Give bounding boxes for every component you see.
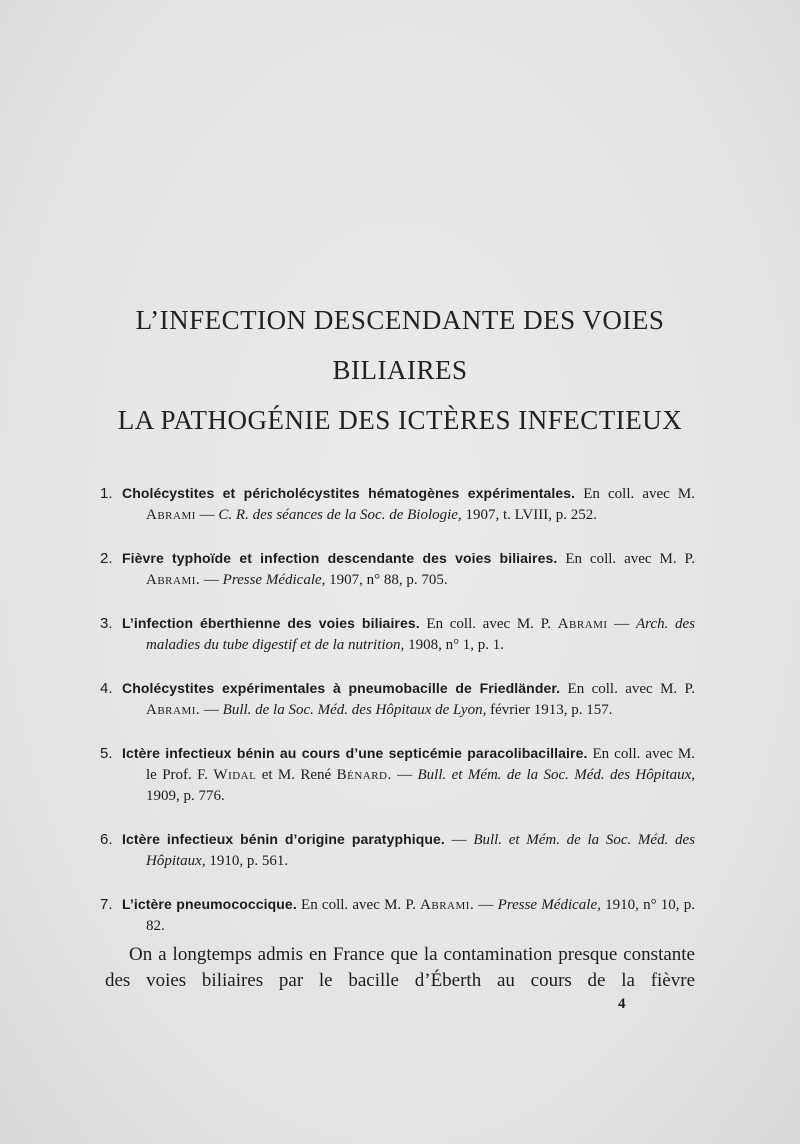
title-line-2: BILIAIRES [332, 355, 468, 385]
reference-author: Abrami. [146, 702, 201, 718]
reference-author: Abrami. [420, 897, 475, 913]
reference-journal: Arch. des maladies du tube digestif et de la nutrition, [146, 616, 695, 653]
reference-tail: 1908, n° 1, p. 1. [404, 637, 505, 653]
reference-title: L’infection éberthienne des voies biliaires. [122, 615, 420, 631]
reference-title: L’ictère pneumococcique. [122, 896, 297, 912]
reference-item-3 [100, 613, 695, 656]
reference-journal: Presse Médicale, [497, 897, 601, 913]
reference-item-1 [100, 483, 695, 526]
reference-number: 2. [100, 550, 113, 567]
reference-author: Widal [213, 767, 257, 783]
reference-text: — [444, 832, 474, 848]
reference-item-6 [100, 829, 695, 872]
reference-tail: 1907, t. LVIII, p. 252. [461, 507, 597, 523]
reference-journal: Bull. et Mém. de la Soc. Méd. des Hôpitaux, [146, 832, 696, 869]
reference-text: — [391, 767, 418, 783]
reference-journal: Bull. de la Soc. Méd. des Hôpitaux de Lyon, [222, 702, 487, 718]
body-paragraph: On a longtemps admis en France que la contamination presque constante des voies biliaires par le bacille d’Éberth au cours de la fièvre [105, 944, 695, 991]
reference-item-5 [100, 743, 695, 807]
reference-tail: 1907, n° 88, p. 705. [325, 572, 448, 588]
reference-title: Ictère infectieux bénin au cours d’une septicémie paracolibacillaire. [122, 745, 588, 761]
reference-author: Abrami [146, 507, 196, 523]
reference-text: En coll. avec M. P. [296, 897, 421, 913]
reference-text: En coll. avec M. P. [419, 616, 558, 632]
reference-title: Fièvre typhoïde et infection descendante des voies biliaires. [122, 550, 558, 566]
reference-number: 7. [100, 896, 113, 913]
reference-title: Cholécystites et péricholécystites hématogènes expérimentales. [122, 485, 576, 501]
reference-number: 4. [100, 680, 113, 697]
title-block [0, 295, 800, 445]
reference-text: — [200, 702, 223, 718]
reference-item-7 [100, 894, 695, 937]
reference-author: Abrami [557, 616, 608, 632]
reference-author-2: Bénard. [336, 767, 392, 783]
reference-text: — [607, 616, 636, 632]
reference-text: En coll. avec M. P. [557, 551, 695, 567]
reference-author: Abrami. [146, 572, 201, 588]
reference-tail: 1910, n° 10, p. 82. [146, 897, 696, 934]
reference-text: — [195, 507, 219, 523]
reference-tail: 1910, p. 561. [205, 853, 289, 869]
reference-number: 3. [100, 615, 113, 632]
reference-number: 1. [100, 485, 113, 502]
page-number: 4 [618, 996, 626, 1012]
reference-journal: C. R. des séances de la Soc. de Biologie, [218, 507, 462, 523]
reference-title: Ictère infectieux bénin d’origine paratyphique. [122, 831, 445, 847]
reference-item-4 [100, 678, 695, 721]
title-line-3: LA PATHOGÉNIE DES ICTÈRES INFECTIEUX [117, 405, 683, 435]
reference-text: En coll. avec M. P. [560, 681, 695, 697]
reference-journal: Presse Médicale, [222, 572, 326, 588]
reference-title: Cholécystites expérimentales à pneumobacille de Friedländer. [122, 680, 561, 696]
reference-text: et M. René [256, 767, 337, 783]
reference-journal: Bull. et Mém. de la Soc. Méd. des Hôpitaux, [417, 767, 695, 783]
reference-number: 6. [100, 831, 113, 848]
reference-tail: 1909, p. 776. [146, 788, 225, 804]
reference-text: — [200, 572, 223, 588]
title-line-1: L’INFECTION DESCENDANTE DES VOIES [135, 305, 665, 335]
reference-list [100, 483, 695, 959]
reference-text: En coll. avec M. le Prof. F. [146, 746, 695, 783]
reference-text: En coll. avec M. [575, 486, 695, 502]
reference-tail: février 1913, p. 157. [486, 702, 613, 718]
reference-item-2 [100, 548, 695, 591]
reference-number: 5. [100, 745, 113, 762]
reference-text: — [474, 897, 498, 913]
